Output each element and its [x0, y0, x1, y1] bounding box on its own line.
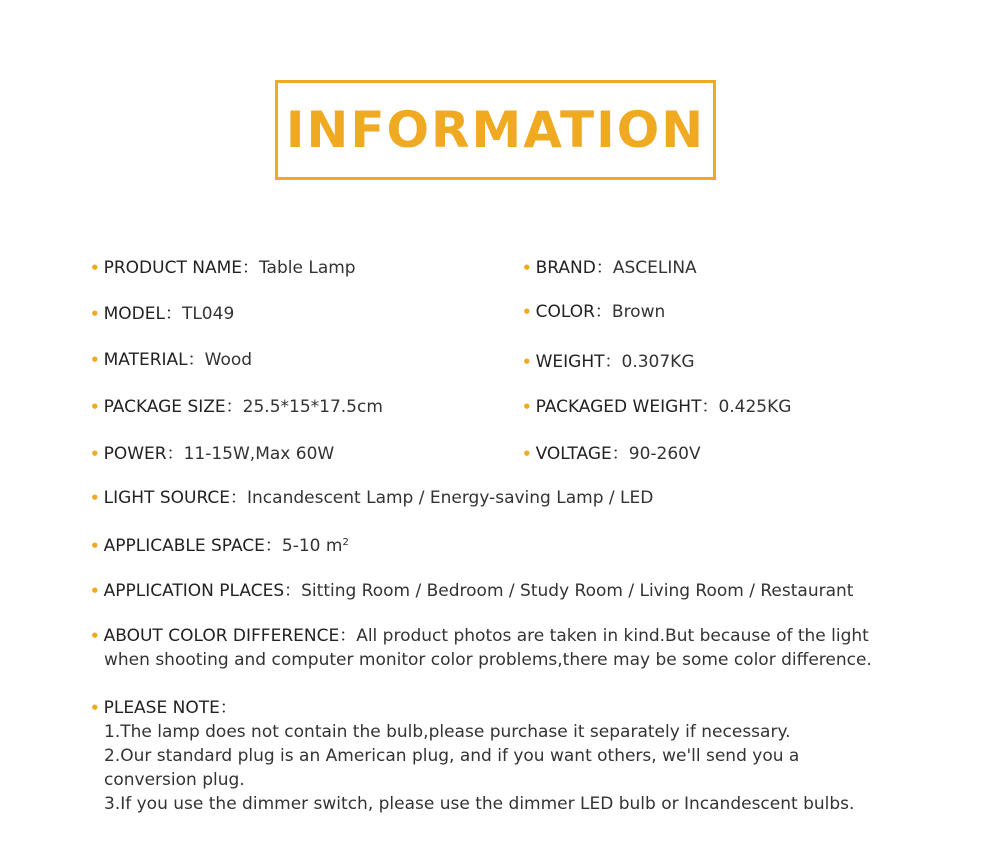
spec-product-name: [90, 256, 356, 280]
bullet-icon: •: [522, 353, 532, 371]
spec-packaged-weight: [522, 395, 791, 419]
spec-label: ABOUT COLOR DIFFERENCE：: [103, 626, 357, 646]
bullet-icon: •: [522, 303, 532, 321]
spec-label: WEIGHT：: [535, 352, 622, 372]
spec-please-note: [90, 696, 237, 720]
spec-value: 11-15W,Max 60W: [183, 444, 335, 464]
spec-value: All product photos are taken in kind.But because of the light: [356, 626, 869, 646]
note-line: conversion plug.: [104, 770, 245, 790]
bullet-icon: •: [522, 445, 532, 463]
spec-light-source: [90, 486, 653, 510]
spec-label: VOLTAGE：: [535, 444, 629, 464]
spec-label: COLOR：: [535, 302, 612, 322]
spec-value: Brown: [611, 302, 666, 322]
spec-value: Incandescent Lamp / Energy-saving Lamp / LED: [247, 488, 654, 508]
spec-value: 0.307KG: [621, 352, 695, 372]
spec-color-difference: [90, 624, 869, 648]
spec-label: LIGHT SOURCE：: [103, 488, 248, 508]
spec-value: ASCELINA: [612, 258, 697, 278]
bullet-icon: •: [90, 398, 100, 416]
spec-weight: [522, 350, 695, 374]
bullet-icon: •: [90, 537, 100, 555]
spec-value: Table Lamp: [258, 258, 356, 278]
spec-brand: [522, 256, 697, 280]
spec-label: APPLICATION PLACES：: [103, 581, 302, 601]
spec-value: 25.5*15*17.5cm: [242, 397, 383, 417]
note-line: 1.The lamp does not contain the bulb,please purchase it separately if necessary.: [104, 722, 791, 742]
page-title: INFORMATION: [285, 101, 706, 159]
bullet-icon: •: [522, 259, 532, 277]
note-line: 3.If you use the dimmer switch, please use the dimmer LED bulb or Incandescent bulbs.: [104, 794, 855, 814]
spec-color: [522, 300, 665, 324]
spec-value: 5-10 m: [281, 536, 343, 556]
spec-voltage: [522, 442, 701, 466]
bullet-icon: •: [90, 351, 100, 369]
spec-value: Sitting Room / Bedroom / Study Room / Living Room / Restaurant: [301, 581, 854, 601]
spec-value: TL049: [181, 304, 235, 324]
spec-value: 0.425KG: [718, 397, 792, 417]
spec-model: [90, 302, 234, 326]
spec-label: MATERIAL：: [103, 350, 205, 370]
bullet-icon: •: [90, 445, 100, 463]
spec-power: [90, 442, 334, 466]
spec-label: PLEASE NOTE：: [103, 698, 237, 718]
unit-superscript: 2: [342, 537, 349, 548]
spec-value: Wood: [204, 350, 253, 370]
bullet-icon: •: [522, 398, 532, 416]
spec-label: PACKAGED WEIGHT：: [535, 397, 719, 417]
spec-value: 90-260V: [628, 444, 701, 464]
color-difference-line-2: when shooting and computer monitor color problems,there may be some color difference.: [104, 650, 872, 670]
spec-package-size: [90, 395, 383, 419]
spec-material: [90, 348, 252, 372]
spec-label: PACKAGE SIZE：: [103, 397, 243, 417]
spec-label: PRODUCT NAME：: [103, 258, 259, 278]
spec-label: POWER：: [103, 444, 184, 464]
information-title-box: [275, 80, 716, 180]
bullet-icon: •: [90, 489, 100, 507]
spec-label: BRAND：: [535, 258, 613, 278]
spec-applicable-space: [90, 531, 349, 558]
spec-application-places: [90, 579, 853, 603]
spec-label: MODEL：: [103, 304, 182, 324]
bullet-icon: •: [90, 627, 100, 645]
bullet-icon: •: [90, 259, 100, 277]
bullet-icon: •: [90, 699, 100, 717]
bullet-icon: •: [90, 582, 100, 600]
spec-label: APPLICABLE SPACE：: [103, 536, 282, 556]
bullet-icon: •: [90, 305, 100, 323]
note-line: 2.Our standard plug is an American plug, and if you want others, we'll send you a: [104, 746, 800, 766]
